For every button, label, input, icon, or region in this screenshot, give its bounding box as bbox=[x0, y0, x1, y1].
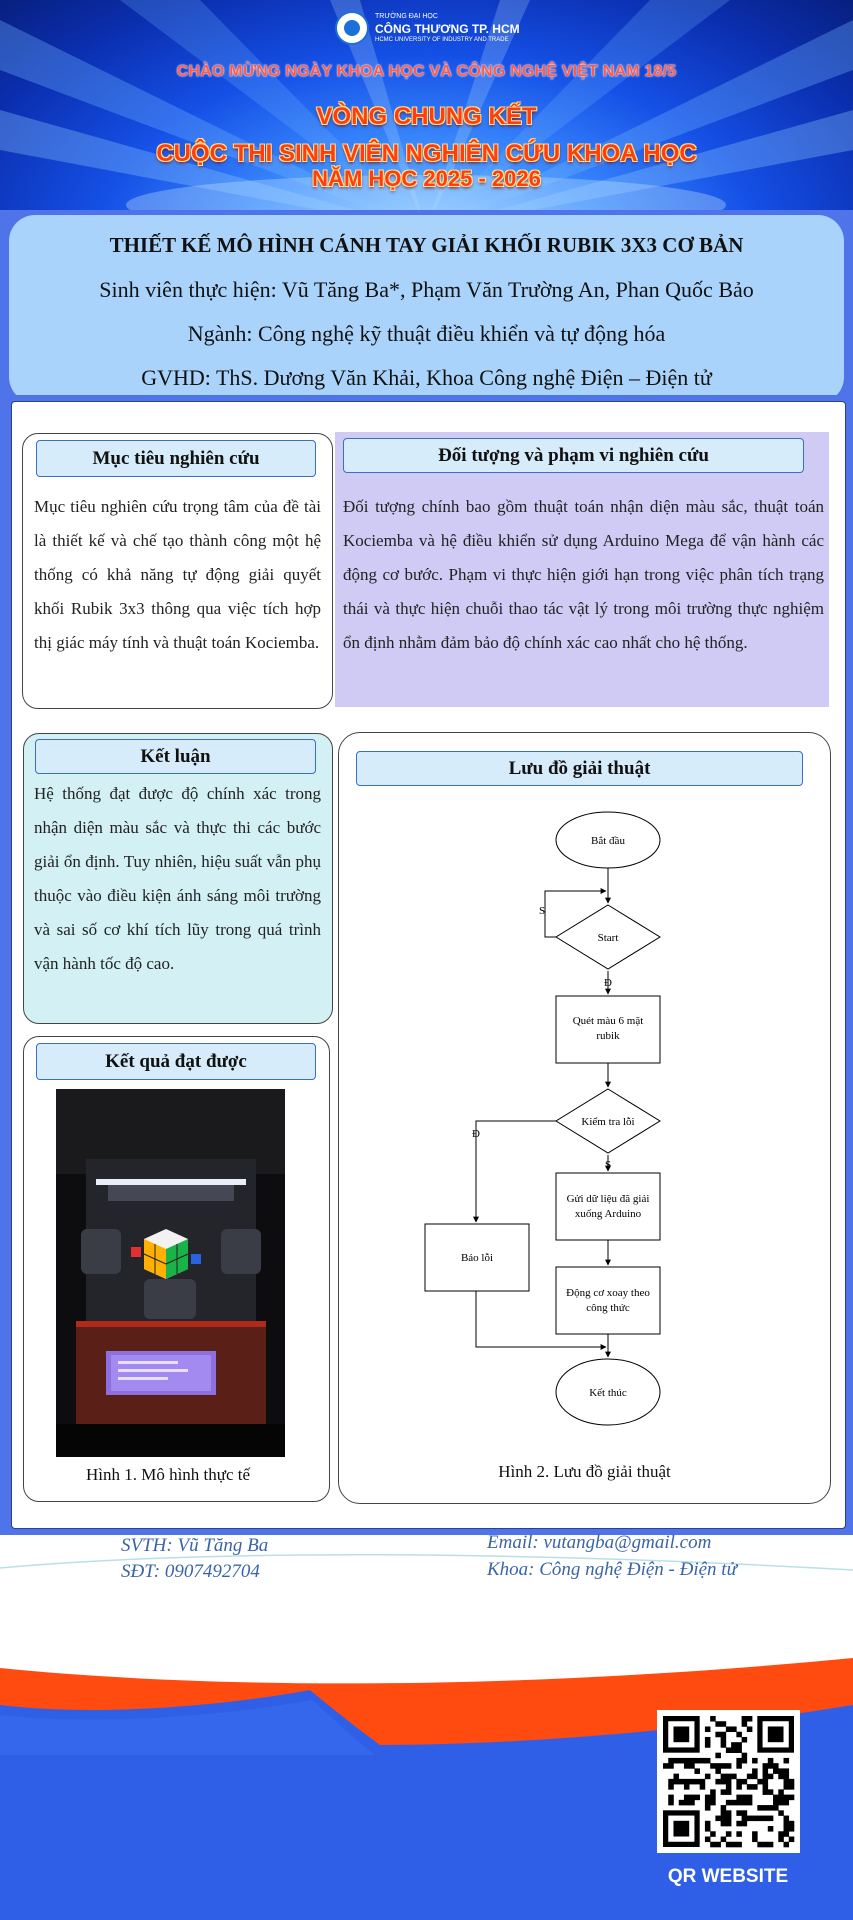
flow-label-begin: Bắt đầu bbox=[591, 835, 625, 847]
logo-line-2: CÔNG THƯƠNG TP. HCM bbox=[375, 22, 520, 36]
flow-label-check: Kiểm tra lỗi bbox=[581, 1116, 635, 1128]
logo-line-3: HCMC UNIVERSITY OF INDUSTRY AND TRADE bbox=[375, 37, 509, 43]
footer-student: SVTH: Vũ Tăng Ba bbox=[121, 1535, 269, 1556]
university-logo bbox=[335, 10, 525, 48]
flowchart-heading: Lưu đồ giải thuật bbox=[356, 751, 803, 786]
logo-line-1: TRƯỜNG ĐẠI HỌC bbox=[375, 13, 438, 20]
robot-model-photo bbox=[56, 1089, 285, 1457]
advisor-line: GVHD: ThS. Dương Văn Khải, Khoa Công nghệ Điện – Điện tử bbox=[141, 365, 712, 390]
footer-email: Email: vutangba@gmail.com bbox=[487, 1532, 712, 1553]
authors-line: Sinh viên thực hiện: Vũ Tăng Ba*, Phạm Văn Trường An, Phan Quốc Bảo bbox=[99, 277, 754, 302]
scope-text: Đối tượng chính bao gồm thuật toán nhận diện màu sắc, thuật toán Kociemba và hệ điều khiển sử dụng Arduino Mega để vận hành các động cơ bước. Phạm vi thực hiện giới hạn trong việc phân tích trạng thái và thực hiện chuỗi thao tác vật lý trong môi trường thực nghiệm ổn định nhằm đảm bảo độ chính xác cao nhất cho hệ thống. bbox=[343, 497, 824, 652]
scope-heading: Đối tượng và phạm vi nghiên cứu bbox=[343, 438, 804, 473]
qr-website-label: QR WEBSITE bbox=[667, 1866, 789, 1887]
flow-edge-check-no: S bbox=[604, 1159, 612, 1171]
header-banner bbox=[0, 0, 853, 215]
objective-heading: Mục tiêu nghiên cứu bbox=[36, 440, 316, 477]
footer-faculty: Khoa: Công nghệ Điện - Điện tử bbox=[487, 1559, 737, 1580]
flow-label-start: Start bbox=[597, 932, 619, 944]
major-line: Ngành: Công nghệ kỹ thuật điều khiển và tự động hóa bbox=[187, 321, 666, 346]
final-round-heading: VÒNG CHUNG KẾT bbox=[316, 103, 537, 130]
results-caption: Hình 1. Mô hình thực tế bbox=[85, 1465, 251, 1484]
qr-code-icon[interactable] bbox=[657, 1710, 800, 1853]
paper-title: THIẾT KẾ MÔ HÌNH CÁNH TAY GIẢI KHỐI RUBIK 3X3 CƠ BẢN bbox=[109, 233, 744, 257]
flow-label-scan-1: Quét màu 6 mặt bbox=[572, 1015, 644, 1027]
flow-label-send-1: Gửi dữ liệu đã giải bbox=[566, 1193, 650, 1205]
flow-node-motor bbox=[556, 1267, 660, 1334]
flow-label-motor-2: công thức bbox=[586, 1302, 630, 1314]
flow-edge-start-no: S bbox=[538, 905, 546, 917]
footer-phone: SĐT: 0907492704 bbox=[121, 1561, 260, 1582]
flow-label-scan-2: rubik bbox=[596, 1030, 620, 1042]
flow-edge-check-yes: Đ bbox=[472, 1128, 480, 1140]
flow-node-send bbox=[556, 1173, 660, 1240]
school-year-heading: NĂM HỌC 2025 - 2026 bbox=[312, 166, 541, 191]
competition-heading: CUỘC THI SINH VIÊN NGHIÊN CỨU KHOA HỌC bbox=[156, 140, 697, 167]
flow-label-send-2: xuống Arduino bbox=[574, 1208, 642, 1220]
objective-text: Mục tiêu nghiên cứu trọng tâm của đề tài là thiết kế và chế tạo thành công một hệ thống có khả năng tự động giải quyết khối Rubik 3x3 thông qua việc tích hợp thị giác máy tính và thuật toán Kociemba. bbox=[34, 497, 321, 652]
logo-emblem-icon bbox=[335, 11, 369, 45]
conclusion-heading: Kết luận bbox=[35, 739, 316, 774]
algorithm-flowchart bbox=[420, 805, 690, 1435]
celebration-text: CHÀO MỪNG NGÀY KHOA HỌC VÀ CÔNG NGHỆ VIỆT NAM 18/5 bbox=[176, 63, 677, 80]
flow-label-error: Báo lỗi bbox=[460, 1252, 494, 1264]
flow-label-motor-1: Động cơ xoay theo bbox=[566, 1287, 650, 1299]
flow-label-end: Kết thúc bbox=[589, 1387, 627, 1399]
conclusion-text: Hệ thống đạt được độ chính xác trong nhận diện màu sắc và thực thi các bước giải ổn định. Tuy nhiên, hiệu suất vẫn phụ thuộc vào điều kiện ánh sáng môi trường và sai số cơ khí tích lũy trong quá trình vận hành tốc độ cao. bbox=[34, 784, 321, 973]
flow-edge-start-yes: Đ bbox=[604, 977, 612, 989]
results-heading: Kết quả đạt được bbox=[36, 1043, 316, 1080]
flowchart-caption: Hình 2. Lưu đồ giải thuật bbox=[498, 1462, 671, 1481]
